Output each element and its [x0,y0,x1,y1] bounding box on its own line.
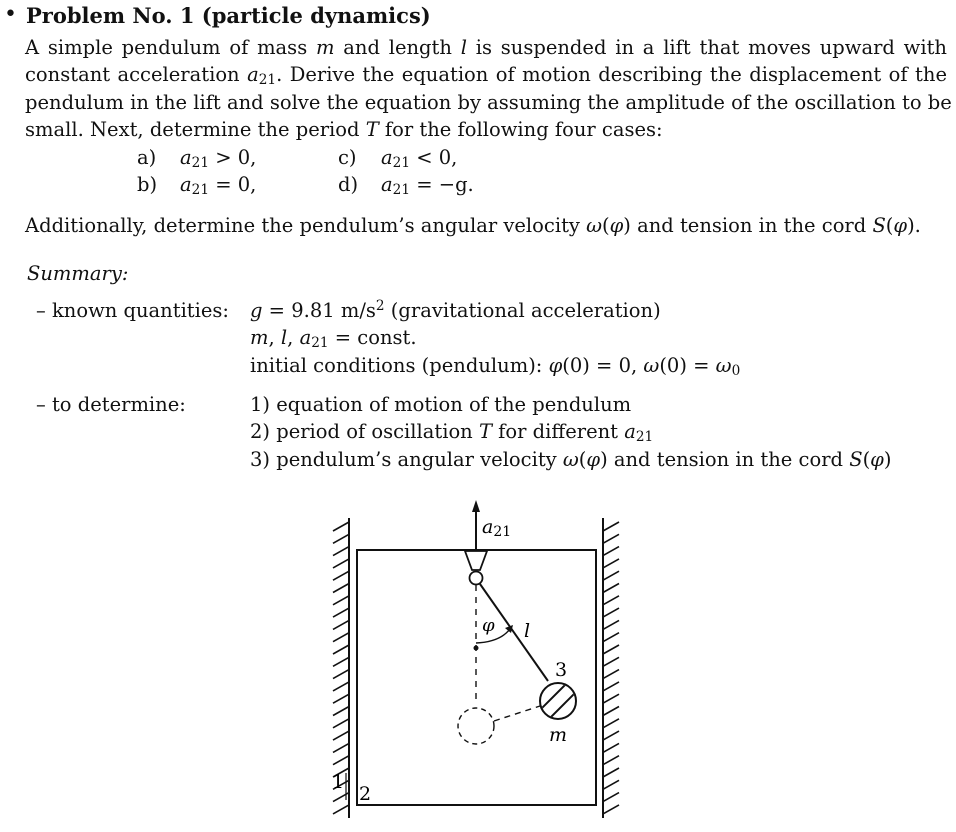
hatch-line [333,670,349,679]
hatch-line [603,743,619,752]
hatch-line [333,596,349,605]
hatch-line [603,793,619,802]
hatch-line [603,682,619,691]
right-wall-hatch [603,522,619,814]
intro-line-1: A simple pendulum of mass m and length l is suspended in a lift that moves upward with [25,36,947,59]
hatch-line [333,534,349,543]
case-c-label: c) [338,146,357,169]
hatch-line [603,633,619,642]
hatch-line [333,645,349,654]
reference-point [474,646,479,651]
hatch-line [603,522,619,531]
hatch-line [333,608,349,617]
hatch-line [603,657,619,666]
hatch-line [333,731,349,740]
hatch-line [603,608,619,617]
hatch-line [603,645,619,654]
hinge-bracket [465,551,487,570]
determine-label: – to determine: [36,393,186,416]
intro-line-4: small. Next, determine the period T for the following four cases: [25,118,663,141]
determine-line-2: 2) period of oscillation T for different $a_{21}$ [250,420,654,445]
intro-line-2: constant acceleration $a_{21}$. Derive the equation of motion describing the displacement of the [25,63,947,88]
case-d-expr: $a_{21} = -g$. [381,173,474,198]
hatch-line [333,694,349,703]
hatch-line [333,805,349,814]
hatch-line [603,547,619,556]
hatch-line [333,522,349,531]
hatch-line [603,805,619,814]
known-line-3: initial conditions (pendulum): φ(0) = 0, $\omega(0) = \omega_0$ [250,354,741,379]
mass-label: m [549,724,568,746]
additional-text: Additionally, determine the pendulum’s angular velocity ω(φ) and tension in the cord S(φ). [25,214,921,237]
determine-line-1: 1) equation of motion of the pendulum [250,393,632,416]
accel-arrowhead [472,500,480,512]
equilibrium-bob [458,708,494,744]
hatch-line [333,756,349,765]
hatch-line [603,571,619,580]
hatch-line [603,707,619,716]
determine-line-3: 3) pendulum’s angular velocity ω(φ) and tension in the cord S(φ) [250,448,892,471]
hatch-line [603,534,619,543]
hatch-line [603,780,619,789]
displacement-line [494,706,540,721]
hatch-line [603,768,619,777]
case-a-label: a) [137,146,157,169]
bullet-icon: • [4,2,17,27]
case-b-label: b) [137,173,158,196]
hatch-line [603,620,619,629]
hatch-line [603,719,619,728]
hatch-line [333,682,349,691]
hatch-line [333,547,349,556]
hatch-line [603,670,619,679]
known-line-1: g = 9.81 $m/s^2$ (gravitational acceleration) [250,298,661,322]
hatch-line [333,657,349,666]
intro-line-3: pendulum in the lift and solve the equation by assuming the amplitude of the oscillation to be [25,91,952,114]
case-c-expr: $a_{21} < 0$, [381,146,458,171]
hatch-line [333,559,349,568]
summary-heading: Summary: [27,262,129,285]
accel-label: a21 [482,516,512,540]
hatch-line [333,620,349,629]
case-a-expr: $a_{21} > 0$, [180,146,257,171]
hatch-line [603,756,619,765]
problem-title: Problem No. 1 (particle dynamics) [26,3,431,28]
hatch-line [333,743,349,752]
hatch-line [603,559,619,568]
hatch-line [603,584,619,593]
bob-number-label: 3 [555,659,568,681]
hinge-pivot [470,572,483,585]
lift-label: 2 [359,783,372,805]
hatch-line [333,719,349,728]
hatch-line [333,571,349,580]
known-label: – known quantities: [36,299,230,322]
pendulum-bob [540,683,576,719]
known-line-2: m, l, $a_{21}$ = const. [250,326,417,351]
hatch-line [603,596,619,605]
hatch-line [333,584,349,593]
wall-label: 1 [332,771,345,793]
length-label: l [524,620,531,642]
hatch-line [333,633,349,642]
case-b-expr: $a_{21} = 0$, [180,173,257,198]
angle-label: φ [482,615,495,636]
hatch-line [333,707,349,716]
case-d-label: d) [338,173,359,196]
hatch-line [603,694,619,703]
hatch-line [603,731,619,740]
